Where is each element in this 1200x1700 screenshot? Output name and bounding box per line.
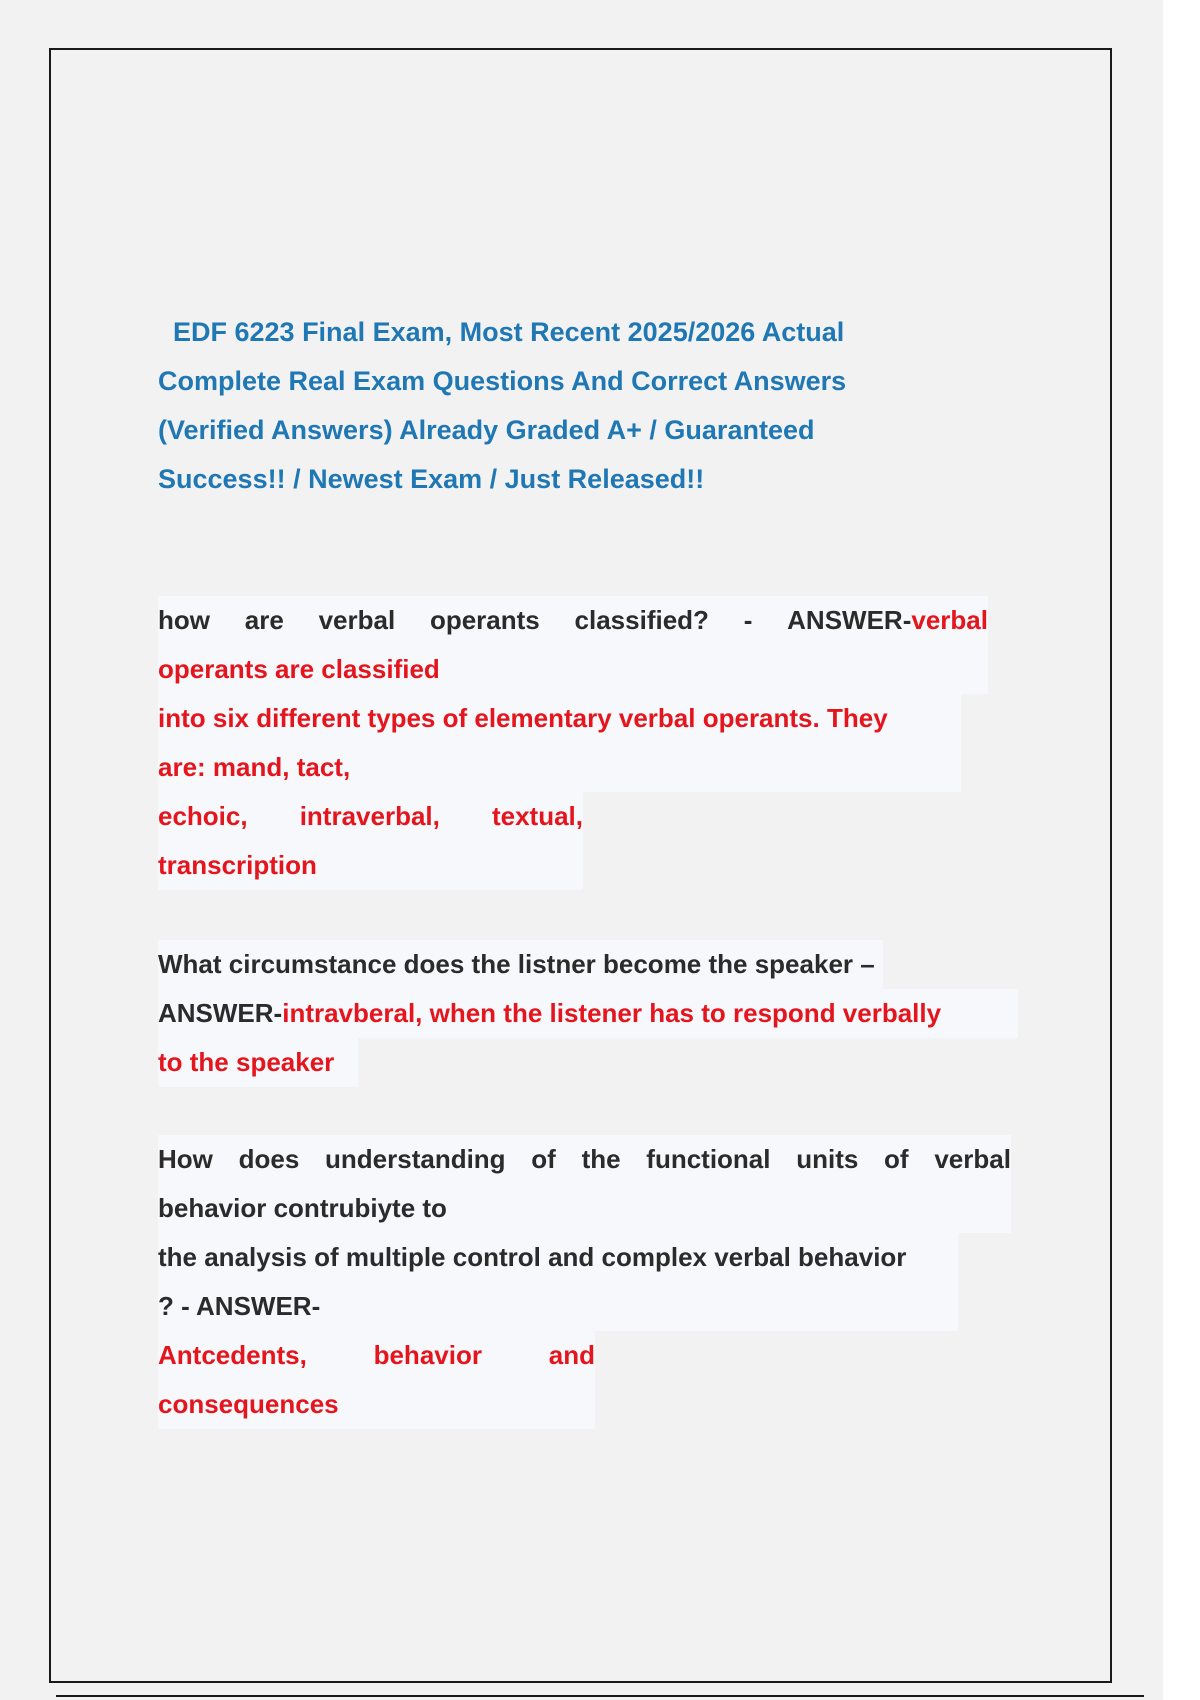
qa-block-3	[158, 1135, 1011, 1429]
answer-label: ANSWER-	[787, 605, 912, 635]
answer-label: ANSWER-	[158, 998, 283, 1028]
question-word: verbal	[934, 1144, 1011, 1174]
answer-text: verbal	[911, 605, 988, 635]
question-line: the analysis of multiple control and complex verbal behavior	[158, 1233, 958, 1282]
answer-line: to the speaker	[158, 1038, 358, 1087]
answer-word: and	[548, 1340, 595, 1370]
answer-line: into six different types of elementary verbal operants. They	[158, 694, 961, 743]
question-word: of	[884, 1144, 909, 1174]
question-word: the	[581, 1144, 621, 1174]
answer-line: operants are classified	[158, 645, 988, 694]
title-line: Success!! / Newest Exam / Just Released!!	[158, 464, 705, 494]
page-bottom-rule	[56, 1695, 1144, 1697]
question-word: of	[531, 1144, 556, 1174]
answer-line: transcription	[158, 841, 583, 890]
answer-line: are: mand, tact,	[158, 743, 961, 792]
answer-text: intravberal, when the listener has to respond verbally	[282, 998, 942, 1028]
question-line	[158, 1135, 1011, 1184]
answer-line	[158, 792, 583, 841]
question-tail: ? -	[158, 1291, 197, 1321]
question-line	[158, 1282, 958, 1331]
question-word: how	[158, 605, 210, 635]
answer-label: ANSWER-	[196, 1291, 321, 1321]
answer-word: echoic,	[158, 801, 248, 831]
question-word: classified?	[574, 605, 709, 635]
viewer-side-strip	[1163, 0, 1200, 1700]
question-line	[158, 596, 988, 645]
answer-line	[158, 1331, 595, 1380]
title-line: (Verified Answers) Already Graded A+ / Guaranteed	[158, 415, 815, 445]
answer-word: behavior	[373, 1340, 482, 1370]
answer-word: textual,	[491, 801, 583, 831]
answer-word: Antcedents,	[158, 1340, 307, 1370]
question-word: does	[238, 1144, 300, 1174]
answer-line: consequences	[158, 1380, 595, 1429]
qa-block-2	[158, 940, 1018, 1087]
question-word: understanding	[325, 1144, 506, 1174]
answer-word: intraverbal,	[299, 801, 440, 831]
question-word: -	[743, 605, 753, 635]
title-line: Complete Real Exam Questions And Correct Answers	[158, 366, 847, 396]
question-word: verbal	[318, 605, 396, 635]
answer-line	[158, 989, 1018, 1038]
question-word: units	[796, 1144, 859, 1174]
title-line: EDF 6223 Final Exam, Most Recent 2025/2026 Actual	[173, 317, 845, 347]
question-word: How	[158, 1144, 213, 1174]
answer-start	[787, 596, 988, 645]
question-line: What circumstance does the listner become the speaker –	[158, 940, 883, 989]
question-line: behavior contrubiyte to	[158, 1184, 1011, 1233]
document-title	[158, 308, 918, 504]
qa-block-1	[158, 596, 988, 890]
question-word: are	[244, 605, 284, 635]
question-word: operants	[429, 605, 540, 635]
question-word: functional	[646, 1144, 771, 1174]
